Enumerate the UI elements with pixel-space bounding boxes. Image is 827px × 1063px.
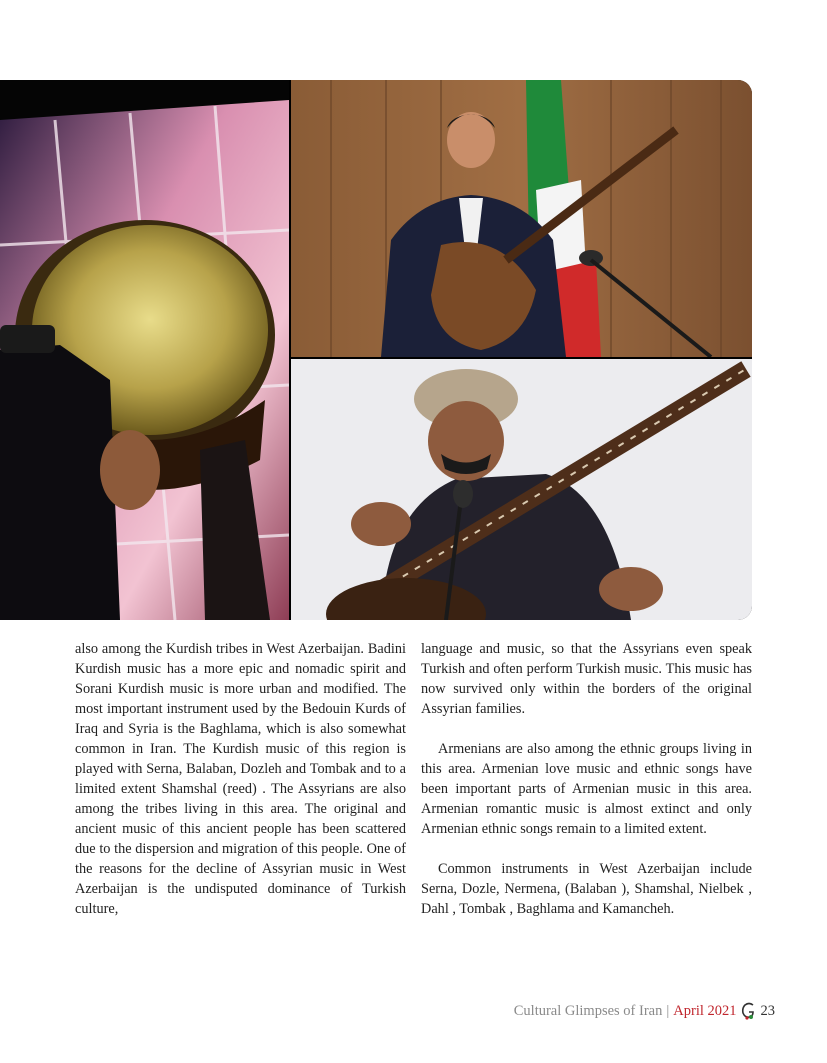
issue-date: April 2021 — [673, 1002, 737, 1019]
elder-saz-player-photo — [291, 359, 752, 620]
article-paragraph: also among the Kurdish tribes in West Azerbaijan. Badini Kurdish music has a more epic and nomadic spirit and Sorani Kurdish music is more urban and modified. The most important instrument used by the Bedouin Kurds of Iraq and Syria is the Baghlama, which is also somewhat common in Iran. The Kurdish music of this region is played with Serna, Balaban, Dozleh and Tombak and to a limited extent Shamshal (reed) . The Assyrians are also among the tribes living in this area. The original and ancient music of this ancient people has been scattered due to the dispersion and migration of this people. One of the reasons for the decline of Assyrian music in West Azerbaijan is the undisputed dominance of Turkish culture, — [75, 641, 406, 917]
saz-player-photo — [291, 80, 752, 357]
magazine-title: Cultural Glimpses of Iran — [513, 1002, 663, 1019]
footer-separator: | — [666, 1002, 670, 1019]
article-column-left — [75, 639, 406, 919]
article-paragraph: Armenians are also among the ethnic groups living in this area. Armenian love music and ethnic songs have been important parts of Armenian music in this area. Armenian romantic music is almost extinct and only Armenian ethnic songs remain to a limited extent. — [421, 741, 752, 837]
cgi-logo-icon — [741, 1002, 757, 1020]
article-paragraph: language and music, so that the Assyrians even speak Turkish and often perform Turkish music. This music has now survived only within the borders of the original Assyrian families. — [421, 641, 752, 717]
page-number: 23 — [760, 1002, 775, 1019]
photo-collage — [0, 80, 752, 620]
page-footer — [514, 1002, 775, 1020]
article-paragraph: Common instruments in West Azerbaijan include Serna, Dozle, Nermena, (Balaban ), Shamshal, Nielbek , Dahl , Tombak , Baghlama and Kamancheh. — [421, 861, 752, 917]
drum-player-photo — [0, 80, 289, 620]
article-column-right — [421, 639, 752, 919]
